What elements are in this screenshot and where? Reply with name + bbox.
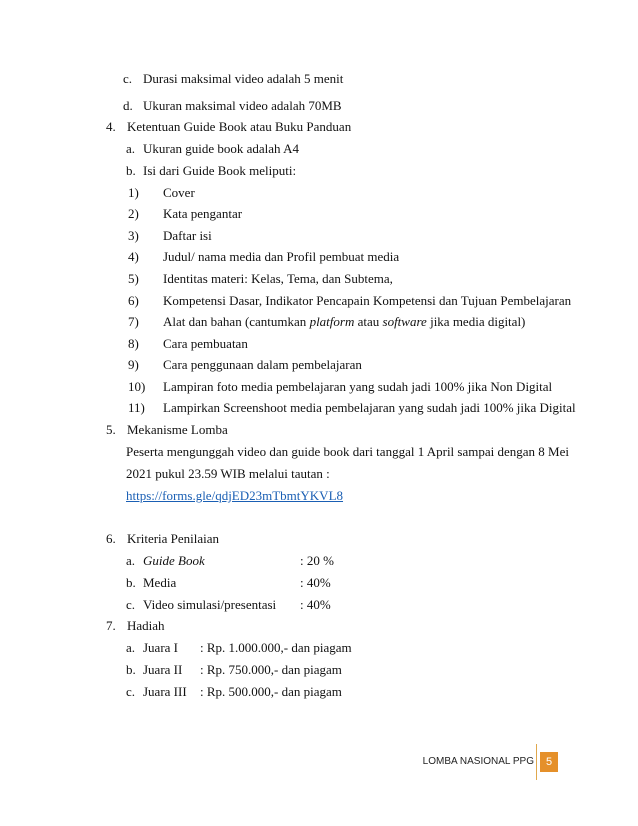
sublist-marker: 8) xyxy=(128,336,139,351)
sublist-marker: 3) xyxy=(128,228,139,243)
sublist-item: Judul/ nama media dan Profil pembuat media xyxy=(163,249,400,264)
section-number: 5. xyxy=(106,422,116,437)
list-marker: c. xyxy=(126,597,136,612)
prize-label: Juara III xyxy=(143,684,187,699)
sublist-item: Lampiran foto media pembelajaran yang sudah jadi 100% jika Non Digital xyxy=(163,379,553,394)
list-marker: c. xyxy=(123,71,133,86)
paragraph-line: 2021 pukul 23.59 WIB melalui tautan : xyxy=(126,466,330,481)
section-number: 4. xyxy=(106,119,116,134)
sublist-marker: 4) xyxy=(128,249,139,264)
sublist-item: Cara pembuatan xyxy=(163,336,248,351)
sublist-marker: 7) xyxy=(128,314,139,329)
page-number: 5 xyxy=(540,752,558,772)
sublist-item: Identitas materi: Kelas, Tema, dan Subtema, xyxy=(163,271,393,286)
list-marker: b. xyxy=(126,163,136,178)
sublist-text: Alat dan bahan (cantumkan xyxy=(163,314,310,329)
list-marker: c. xyxy=(126,684,136,699)
criteria-label: Video simulasi/presentasi xyxy=(143,597,277,612)
prize-label: Juara I xyxy=(143,640,179,655)
prize-label: Juara II xyxy=(143,662,183,677)
footer-divider xyxy=(536,744,537,780)
sublist-marker: 1) xyxy=(128,185,139,200)
sublist-item xyxy=(163,314,525,330)
sublist-item: Kata pengantar xyxy=(163,206,243,221)
paragraph-line: Peserta mengunggah video dan guide book dari tanggal 1 April sampai dengan 8 Mei xyxy=(126,444,569,459)
sublist-italic-term: platform xyxy=(309,314,355,329)
criteria-label: Media xyxy=(143,575,177,590)
list-marker: a. xyxy=(126,640,136,655)
list-marker: d. xyxy=(123,98,133,113)
sublist-marker: 11) xyxy=(128,400,145,415)
footer-label: LOMBA NASIONAL PPG xyxy=(422,756,534,767)
list-item: Durasi maksimal video adalah 5 menit xyxy=(143,71,344,86)
criteria-label: Guide Book xyxy=(143,553,205,568)
list-item: Ukuran maksimal video adalah 70MB xyxy=(143,98,342,113)
section-title: Ketentuan Guide Book atau Buku Panduan xyxy=(127,119,352,134)
section-title: Kriteria Penilaian xyxy=(127,531,220,546)
list-item: Ukuran guide book adalah A4 xyxy=(143,141,299,156)
sublist-italic-term: software xyxy=(382,314,427,329)
sublist-item: Cara penggunaan dalam pembelajaran xyxy=(163,357,362,372)
sublist-marker: 5) xyxy=(128,271,139,286)
sublist-item: Daftar isi xyxy=(163,228,212,243)
sublist-marker: 2) xyxy=(128,206,139,221)
section-title: Mekanisme Lomba xyxy=(127,422,228,437)
section-number: 6. xyxy=(106,531,116,546)
sublist-item: Kompetensi Dasar, Indikator Pencapain Kompetensi dan Tujuan Pembelajaran xyxy=(163,293,572,308)
sublist-marker: 6) xyxy=(128,293,139,308)
criteria-value: : 40% xyxy=(300,575,331,590)
sublist-marker: 9) xyxy=(128,357,139,372)
list-marker: b. xyxy=(126,575,136,590)
section-title: Hadiah xyxy=(127,618,165,633)
list-item: Isi dari Guide Book meliputi: xyxy=(143,163,297,178)
sublist-item: Lampirkan Screenshoot media pembelajaran yang sudah jadi 100% jika Digital xyxy=(163,400,576,415)
list-marker: b. xyxy=(126,662,136,677)
form-link[interactable]: https://forms.gle/qdjED23mTbmtYKVL8 xyxy=(126,488,344,503)
sublist-text: jika media digital) xyxy=(426,314,526,329)
list-marker: a. xyxy=(126,553,136,568)
sublist-text: atau xyxy=(354,314,383,329)
criteria-value: : 20 % xyxy=(300,553,334,568)
section-number: 7. xyxy=(106,618,116,633)
prize-value: : Rp. 500.000,- dan piagam xyxy=(200,684,342,699)
criteria-value: : 40% xyxy=(300,597,331,612)
sublist-item: Cover xyxy=(163,185,195,200)
prize-value: : Rp. 750.000,- dan piagam xyxy=(200,662,342,677)
prize-value: : Rp. 1.000.000,- dan piagam xyxy=(200,640,352,655)
sublist-marker: 10) xyxy=(128,379,146,394)
list-marker: a. xyxy=(126,141,136,156)
